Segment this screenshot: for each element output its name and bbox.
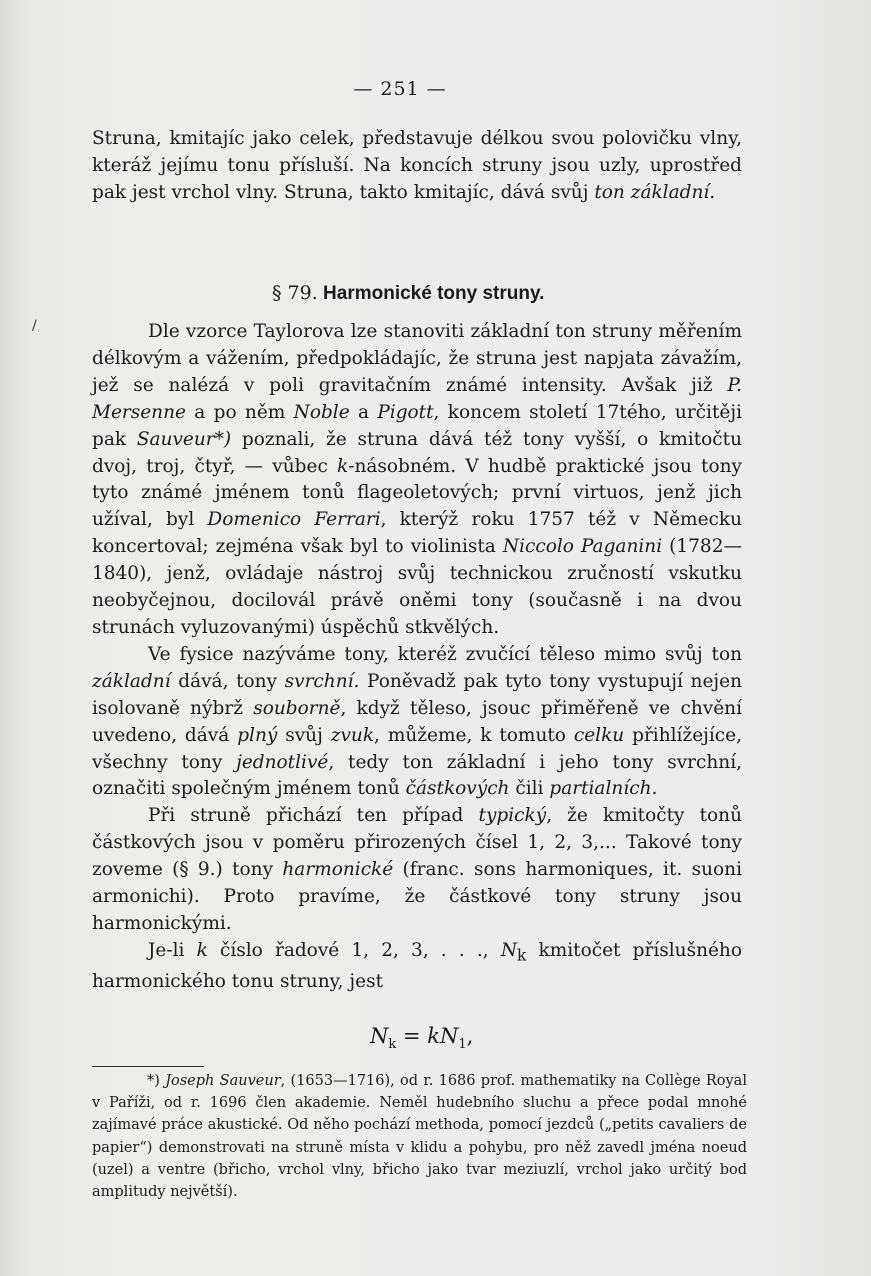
intro-paragraph: Struna, kmitajíc jako celek, představuje délkou svou polovičku vlny, kteráž jejímu tonu přísluší. Na koncích struny jsou uzly, uprostřed pak jest vrchol vlny. Struna, takto kmitajíc, dává svůj ton základní. [92, 128, 742, 203]
section-body [92, 319, 742, 996]
section-number: § 79. [272, 282, 318, 304]
page-number: — 251 — [353, 78, 447, 100]
footnote: *) Joseph Sauveur, (1653—1716), od r. 1686 prof. mathematiky na Collège Royal v Paříži, od r. 1696 člen akademie. Neměl hudebního sluchu a přece podal mnohé zajímavé práce akustické. Od něho pochází methoda, pomocí jezdců („petits cavaliers de papier“) demonstrovati na struně místa v klidu a pohybu, pro něž zavedl jména noeud (uzel) a ventre (břicho, vrchol vlny, břicho jako tvar meziuzlí, vrchol jako určitý bod amplitudy největší). [92, 1073, 747, 1201]
margin-mark: / [32, 318, 37, 334]
section-heading [272, 282, 544, 305]
section-title: Harmonické tony struny. [323, 283, 545, 304]
paragraph-overtones: Ve fysice nazýváme tony, kteréž zvučící těleso mimo svůj ton základní dává, tony svrchní. Poněvadž pak tyto tony vystupují nejen isolovaně nýbrž souborně, když těleso, jsouc přiměřeně ve chvění uvedeno, dává plný svůj zvuk, můžeme, k tomuto celku přihlížejíce, všechny tony jednotlivé, tedy ton základní i jeho tony svrchní, označiti společným jménem tonů částkových čili partialních. [92, 643, 742, 800]
paragraph-harmonic: Při struně přichází ten případ typický, že kmitočty tonů částkových jsou v poměru přirozených čísel 1, 2, 3,... Takové tony zoveme (§ 9.) tony harmonické (franc. sons harmoniques, it. suoni armonichi). Proto pravíme, že částkové tony struny jsou harmonickými. [92, 805, 743, 934]
paragraph-definition: Je-li k číslo řadové 1, 2, 3, . . ., $N_k$ kmitočet příslušného harmonického tonu struny, jest [92, 939, 742, 993]
footnote-rule [92, 1066, 204, 1067]
formula: $N_k = kN_1$, [370, 1024, 474, 1053]
paragraph-taylor: Dle vzorce Taylorova lze stanoviti základní ton struny měřením délkovým a vážením, předpokládajíc, že struna jest napjata závažím, jež se nalézá v poli gravitačním známé intensity. Avšak již P. Mersenne a po něm Noble a Pigott, koncem století 17tého, určitěji pak Sauveur*) poznali, že struna dává též tony vyšší, o kmitočtu dvoj, troj, čtyř, — vůbec k-násobném. V hudbě praktické jsou tony tyto známé jménem tonů flageoletových; první virtuos, jenž jich užíval, byl Domenico Ferrari, kterýž roku 1757 též v Německu koncertoval; zejména však byl to violinista Niccolo Paganini (1782—1840), jenž, ovládaje nástroj svůj technickou zručností vskutku neobyčejnou, docilovál právě oněmi tony (současně i na dvou strunách vyluzovanými) úspěchů stkvělých. [92, 321, 743, 638]
